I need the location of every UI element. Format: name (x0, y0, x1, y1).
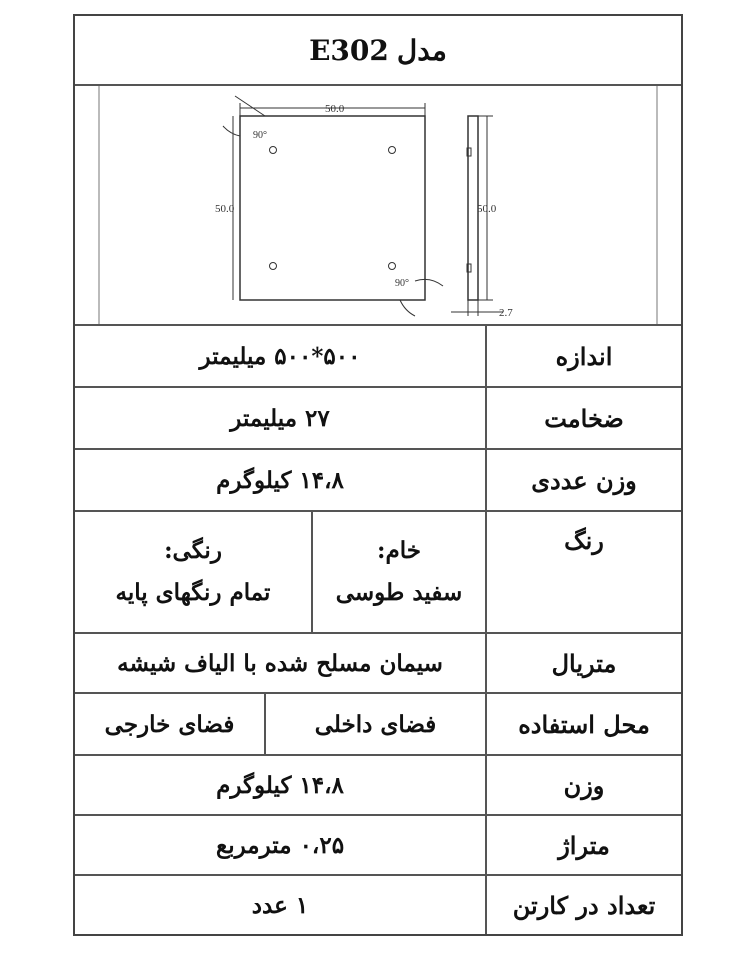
hole-bottom-right (389, 263, 396, 270)
usage-label: محل استفاده (485, 694, 681, 754)
color-colored-title: رنگی: (164, 537, 222, 564)
material-label: متریال (485, 634, 681, 692)
spec-sheet (73, 14, 683, 936)
row-material (75, 634, 681, 694)
row-weight (75, 756, 681, 816)
unit-weight-label: وزن عددی (485, 450, 681, 510)
row-thickness (75, 388, 681, 450)
thickness-label: ضخامت (485, 388, 681, 448)
angle-bottom: 90° (395, 278, 409, 289)
color-raw-title: خام: (377, 537, 421, 564)
material-value: سیمان مسلح شده با الیاف شیشه (117, 649, 443, 677)
unit-weight-value: ۱۴،۸ کیلوگرم (216, 466, 344, 494)
row-area (75, 816, 681, 876)
title-word: مدل (396, 33, 447, 67)
top-dimension: 50.0 (325, 103, 345, 115)
weight-label: وزن (485, 756, 681, 814)
thickness-value: ۲۷ میلیمتر (230, 404, 330, 432)
usage-outdoor: فضای خارجی (104, 710, 235, 738)
carton-value: ۱ عدد (251, 891, 309, 919)
carton-label: تعداد در کارتن (485, 876, 681, 934)
row-carton (75, 876, 681, 934)
color-label: رنگ (485, 512, 681, 632)
hole-top-left (270, 147, 277, 154)
color-colored-value: تمام رنگهای پایه (115, 579, 271, 606)
technical-drawing (75, 86, 681, 326)
size-label: اندازه (485, 326, 681, 386)
hole-top-right (389, 147, 396, 154)
drawing-svg (75, 86, 681, 324)
usage-indoor: فضای داخلی (264, 694, 485, 754)
angle-top: 90° (253, 130, 267, 141)
color-raw-value: سفید طوسی (335, 579, 463, 606)
hole-bottom-left (270, 263, 277, 270)
side-dimension: 50.0 (477, 203, 497, 215)
area-label: متراژ (485, 816, 681, 874)
row-unit-weight (75, 450, 681, 512)
page-title (75, 16, 681, 86)
row-usage (75, 694, 681, 756)
model-code: E302 (309, 33, 389, 67)
color-raw-cell (311, 512, 485, 632)
size-value: ۵۰۰*۵۰۰ میلیمتر (199, 342, 361, 370)
area-value: ۰،۲۵ مترمربع (215, 831, 345, 859)
row-color (75, 512, 681, 634)
left-dimension: 50.0 (215, 203, 235, 215)
weight-value: ۱۴،۸ کیلوگرم (216, 771, 344, 799)
color-colored-cell (75, 512, 311, 632)
tile-front-view (240, 116, 425, 300)
row-size (75, 326, 681, 388)
thickness-dimension: 2.7 (499, 307, 513, 319)
